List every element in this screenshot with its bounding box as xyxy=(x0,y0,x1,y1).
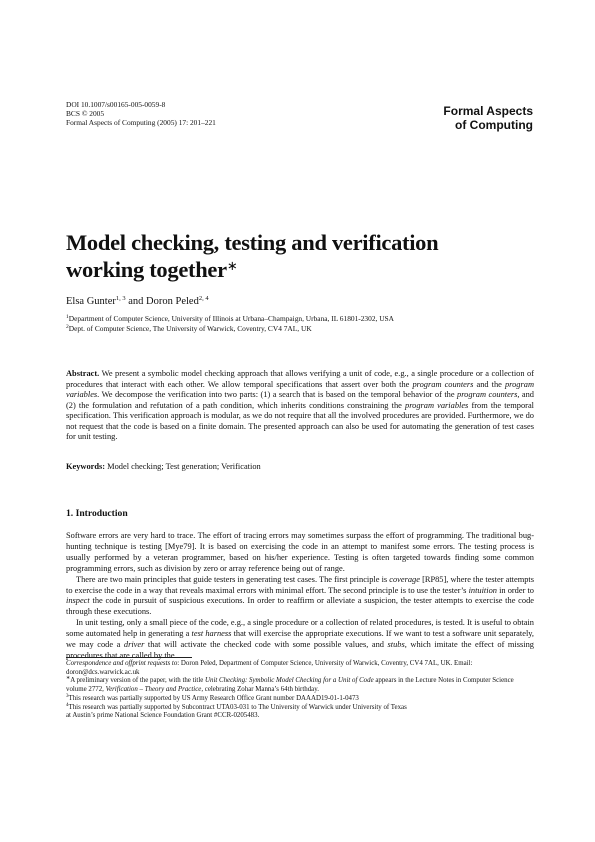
paragraph-emphasis: intuition xyxy=(468,585,497,595)
paragraph-text: the code in pursuit of suspicious executions. In order to reaffirm or alleviate a suspicion, the tester attempts to exercise the code through these executions. xyxy=(66,596,534,617)
paragraph-emphasis: stubs xyxy=(387,640,405,650)
footnote-correspondence-label: Correspondence and offprint requests to xyxy=(66,660,178,667)
doi-line: DOI 10.1007/s00165-005-0059-8 xyxy=(66,100,166,109)
footnote-preliminary xyxy=(66,677,534,694)
keywords xyxy=(66,462,534,473)
affiliations xyxy=(66,314,541,334)
abstract-emphasis: program variables xyxy=(66,379,534,399)
paragraph-3 xyxy=(66,618,534,662)
footnote-text: at Austin’s prime National Science Foundation Grant #CCR-0205483. xyxy=(66,712,260,720)
footnote-4 xyxy=(66,704,534,721)
paragraph-text: There are two main principles that guide testers in generating test cases. The first principle is xyxy=(76,574,390,584)
title-line2 xyxy=(66,256,536,283)
author-gunter-affil: 1, 3 xyxy=(115,295,126,302)
footnote-text: , celebrating Zohar Manna’s 64th birthday. xyxy=(201,686,319,694)
abstract-text: . We decompose the verification into two parts: (1) a search that is based on the temporal behavior of the xyxy=(97,390,458,399)
abstract-text: from the temporal specification. This verification approach is modular, as we do not require that all the involved procedures are provided. Furthermore, we do not request that the code is based on a finite domain. The presented approach can also be used for automating the generation of test cases for unit testing. xyxy=(66,400,534,441)
journal-name xyxy=(360,104,533,132)
header-meta xyxy=(66,100,316,128)
footnote-mark: ∗ xyxy=(66,676,71,682)
title-line1: Model checking, testing and verification xyxy=(66,230,439,255)
author-gunter: Elsa Gunter xyxy=(66,296,116,307)
footnote-correspondence-text: : Doron Peled, Department of Computer Science, University of Warwick, Coventry, CV4 7AL, UK. Email: doron@dcs.warwick.ac.uk xyxy=(66,660,473,676)
affiliation-1-mark: 1 xyxy=(66,314,69,320)
abstract-text: and the xyxy=(473,379,505,389)
abstract xyxy=(66,369,534,443)
paragraph-text: that will exercise the appropriate executions. If we want to test a software unit separately, we may code a xyxy=(66,629,535,650)
paragraph-emphasis: coverage xyxy=(389,574,420,584)
paragraph-emphasis: test harness xyxy=(191,629,232,639)
abstract-text: We present a symbolic model checking approach that allows verifying a unit of code, e.g., a single procedure or a collection of procedures that interact with each other. We allow temporal specifications that assert over both the xyxy=(66,369,534,389)
footnote-emphasis: Verification – Theory and Practice xyxy=(105,686,202,694)
paragraph-text: [RP85], where the tester attempts to exercise the code in a way that reveals maximal errors with minimal effort. The second principle is to use the tester’s xyxy=(66,574,534,595)
footnote-text: appears in the Lecture Notes in Computer Science volume 2772, xyxy=(66,677,514,694)
author-conjunction: and xyxy=(125,296,147,307)
affiliation-2-mark: 2 xyxy=(66,324,69,330)
footnote-text: This research was partially supported by Subcontract UTA03-031 to The University of Warwick under University of Texas xyxy=(68,703,407,711)
author-peled-affil: 2, 4 xyxy=(198,295,209,302)
paragraph-emphasis: driver xyxy=(123,640,145,650)
affiliation-1-text: Department of Computer Science, University of Illinois at Urbana–Champaign, Urbana, IL 61801-2302, USA xyxy=(68,314,394,323)
footnotes xyxy=(66,660,534,721)
section-heading-introduction: 1. Introduction xyxy=(66,508,128,519)
paragraph-2 xyxy=(66,575,534,619)
footnote-divider xyxy=(66,657,192,658)
paragraph-emphasis: inspect xyxy=(66,596,90,606)
paragraph-text: in order to xyxy=(496,585,534,595)
body-text xyxy=(66,531,534,662)
journal-name-line2: of Computing xyxy=(455,118,533,132)
footnote-mark: 3 xyxy=(66,693,69,699)
copyright-line: BCS © 2005 xyxy=(66,109,105,119)
affiliation-2-text: Dept. of Computer Science, The University of Warwick, Coventry, CV4 7AL, UK xyxy=(68,324,312,333)
paragraph-1: Software errors are very hard to trace. The effort of tracing errors may sometimes surpass the effort of programming. The traditional bug-hunting technique is testing [Mye79]. It is based on exercising the code in an attempt to manifest some errors. The testing process is usually performed by a veteran programmer, based on his/her experience. Testing is often targeted towards finding some common programming errors, such as division by zero or array reference being out of range. xyxy=(66,531,534,573)
title-line2-text: working together xyxy=(66,257,227,282)
paper-title xyxy=(66,229,536,283)
abstract-label: Abstract. xyxy=(66,369,100,378)
abstract-emphasis: program counters xyxy=(457,390,518,399)
authors xyxy=(66,295,536,308)
keywords-text: Model checking; Test generation; Verification xyxy=(105,462,261,471)
footnote-correspondence xyxy=(66,660,534,677)
keywords-label: Keywords: xyxy=(66,462,106,471)
paragraph-text: , which imitate the effect of missing procedures that are called by the xyxy=(66,640,534,660)
abstract-emphasis: program variables xyxy=(405,400,469,410)
citation-line: Formal Aspects of Computing (2005) 17: 201–221 xyxy=(66,118,216,128)
footnote-emphasis: Unit Checking: Symbolic Model Checking for a Unit of Code xyxy=(205,677,374,685)
abstract-emphasis: program counters xyxy=(412,379,474,389)
affiliation-2 xyxy=(66,324,541,334)
affiliation-1 xyxy=(66,314,541,324)
title-footnote-mark: ∗ xyxy=(226,258,238,273)
footnote-mark: 4 xyxy=(66,702,69,708)
paragraph-text: that will activate the checked code with some possible values, and xyxy=(144,640,388,650)
author-peled: Doron Peled xyxy=(146,296,199,307)
abstract-text: , and (2) the formulation and refutation of a path condition, which inherits conditions constraining the xyxy=(66,390,534,410)
journal-name-line1: Formal Aspects xyxy=(443,104,533,118)
footnote-3 xyxy=(66,695,534,704)
paragraph-text: In unit testing, only a small piece of the code, e.g., a single procedure or a collection of related procedures, is tested. It is useful to obtain some automated help in generating a xyxy=(66,618,534,639)
footnote-text: This research was partially supported by US Army Research Office Grant number DAAAD19-01-1-0473 xyxy=(68,694,359,702)
footnote-text: A preliminary version of the paper, with the title xyxy=(70,677,206,685)
